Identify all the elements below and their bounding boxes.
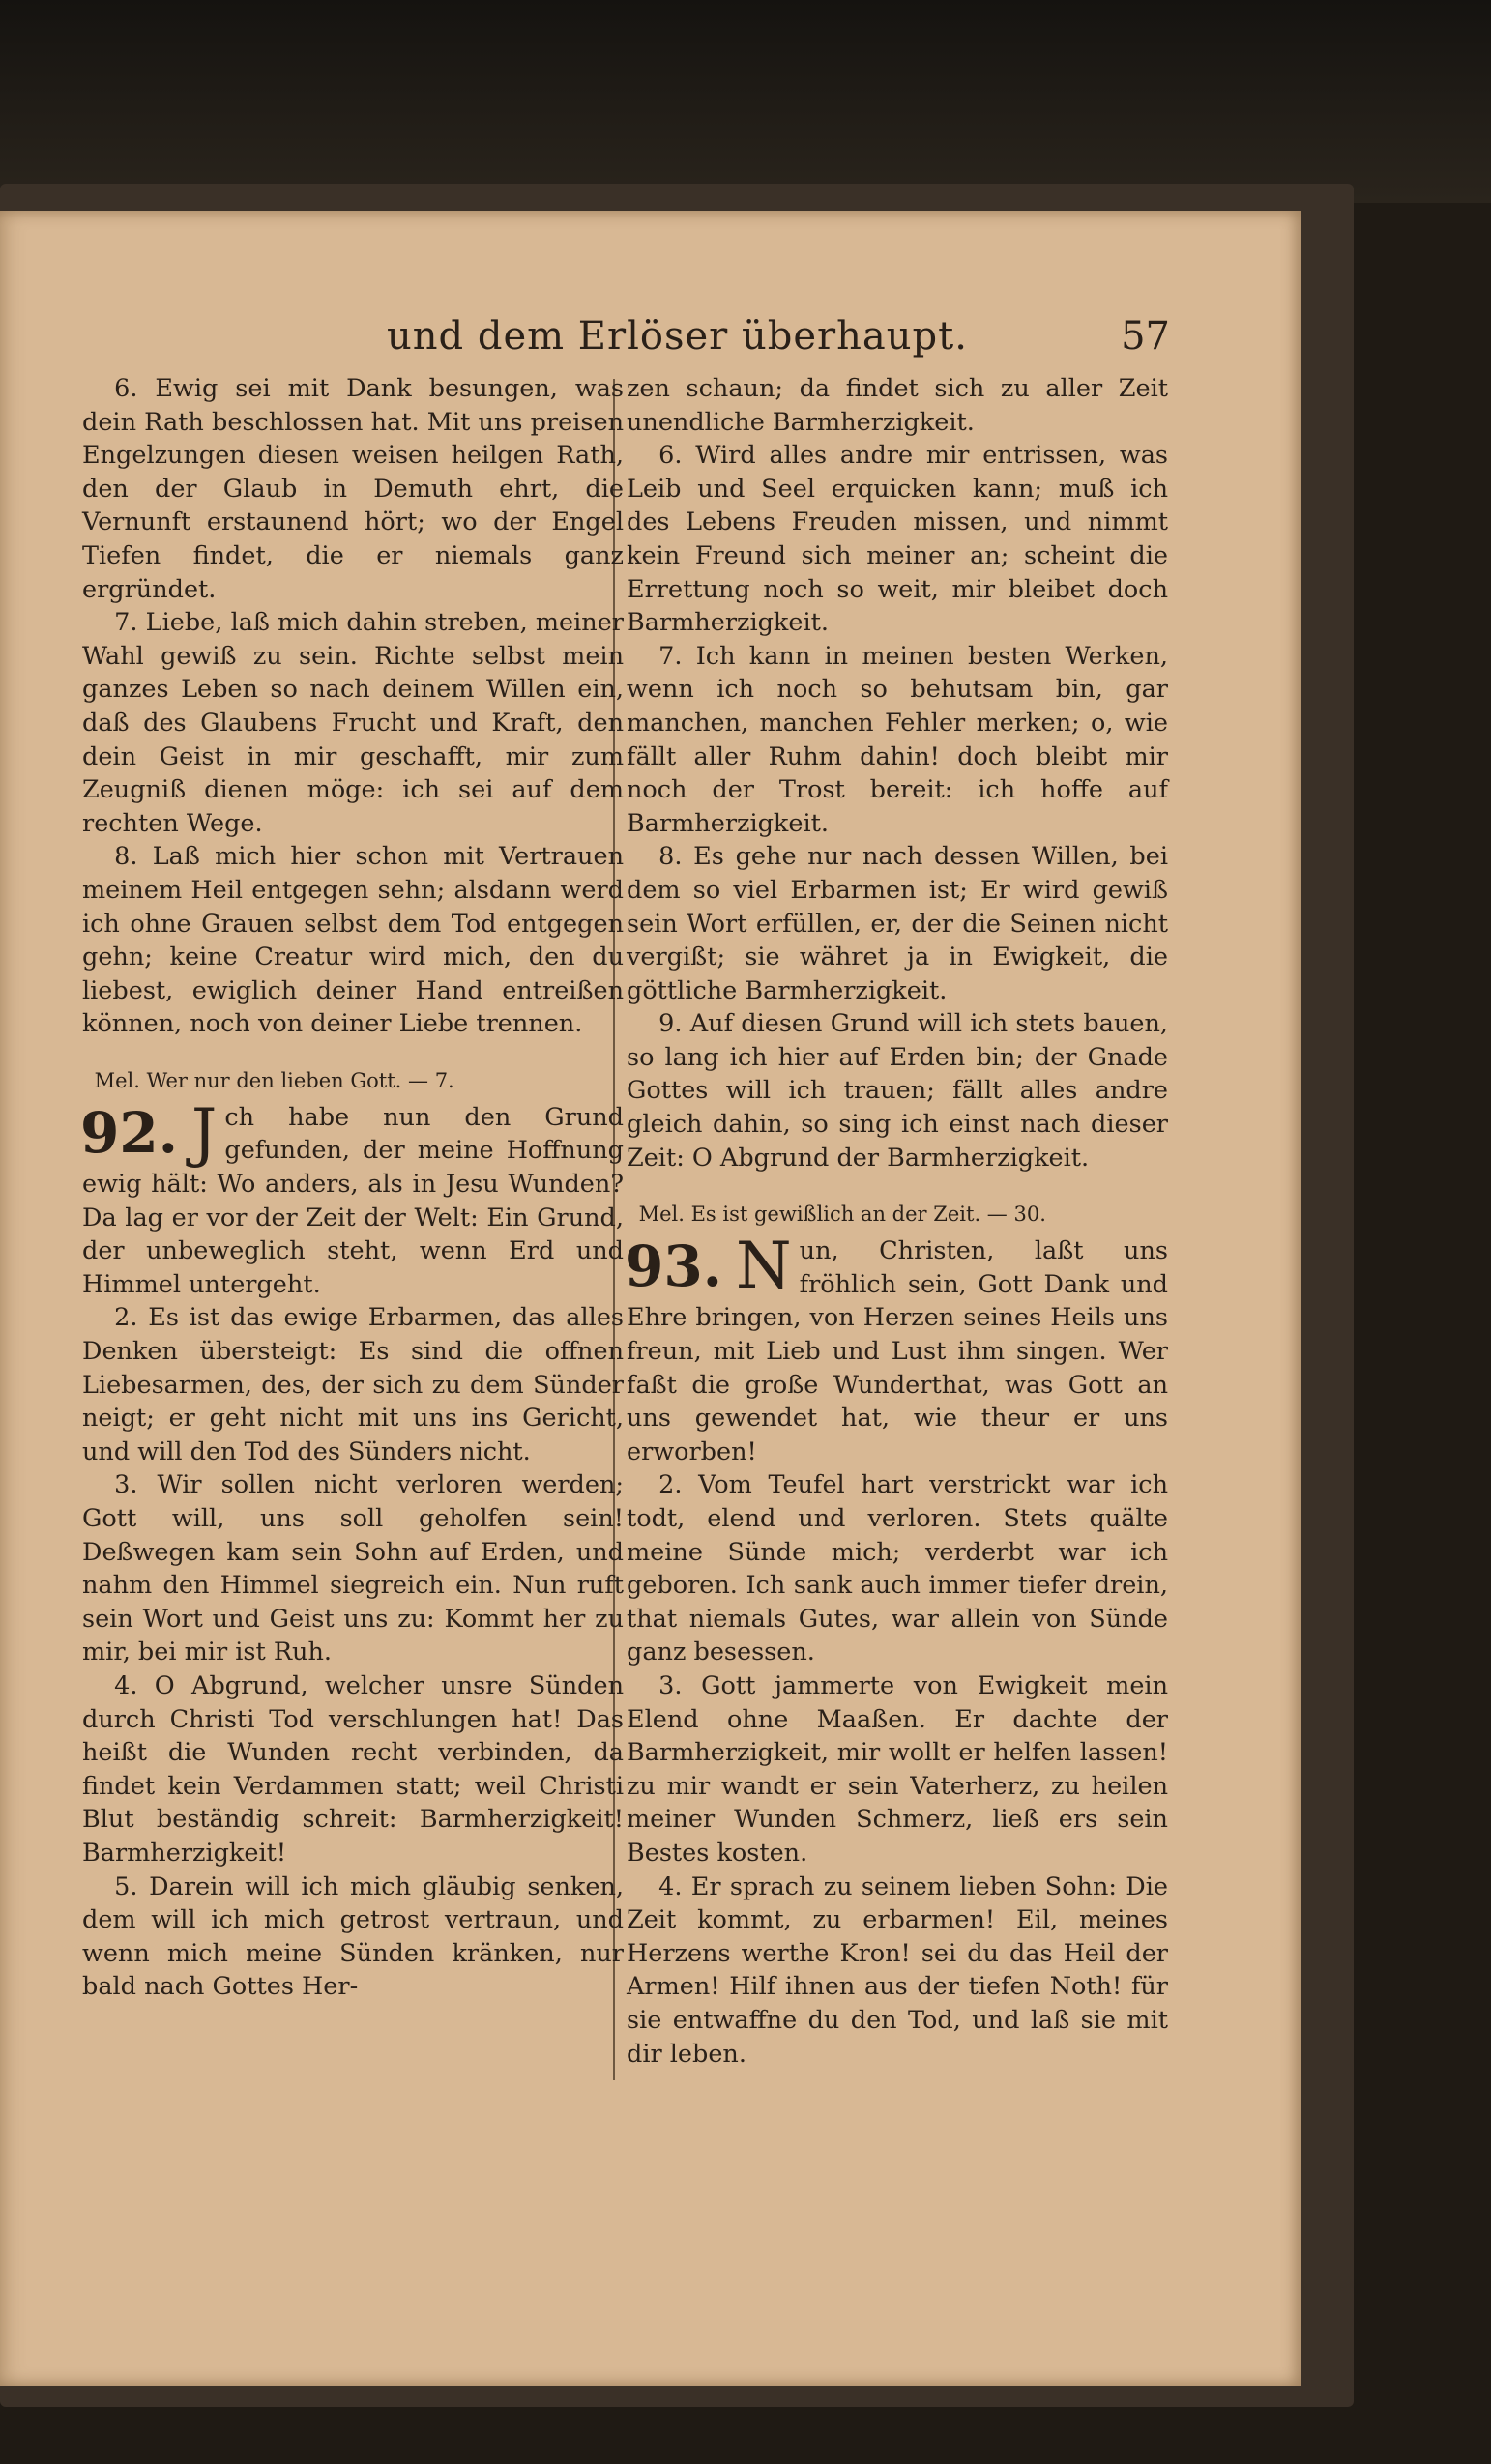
hymn-93-melody: Mel. Es ist gewißlich an der Zeit. — 30. [638, 1203, 1046, 1227]
left-column [82, 372, 624, 2004]
page-number: 57 [1121, 314, 1170, 359]
hymn-92-initial: J [190, 1094, 218, 1170]
hymn-93-verse-4: 4. Er sprach zu seinem lieben Sohn: Die Zeit kommt, zu erbarmen! Eil, meines Herzens werthe Kron! sei du das Heil der Armen! Hilf ihnen aus der tiefen Noth! für sie entwaffne du den Tod, und laß sie mit dir leben. [627, 1871, 1168, 2069]
hymn-92-verse-5-continuation: zen schaun; da findet sich zu aller Zeit unendliche Barmherzigkeit. [627, 374, 1168, 437]
hymn-93-initial: N [735, 1229, 792, 1304]
hymn-92-verse-3: 3. Wir sollen nicht verloren werden; Gott will, uns soll geholfen sein! Deßwegen kam sein Sohn auf Erden, und nahm den Himmel siegreich ein. Nun ruft sein Wort und Geist uns zu: Kommt her zu mir, bei mir ist Ruh. [82, 1470, 624, 1667]
hymn-92-verse-9: 9. Auf diesen Grund will ich stets bauen, so lang ich hier auf Erden bin; der Gnade Gottes will ich trauen; fällt alles andre gleich dahin, so sing ich einst nach dieser Zeit: O Abgrund der Barmherzigkeit. [627, 1009, 1168, 1173]
hymn-92-verse-6: 6. Wird alles andre mir entrissen, was Leib und Seel erquicken kann; muß ich des Lebens Freuden missen, und nimmt kein Freund sich meiner an; scheint die Errettung noch so weit, mir bleibet doch Barmherzigkeit. [627, 441, 1168, 638]
hymn-92-number: 92. [80, 1099, 178, 1166]
hymn-92-verse-8: 8. Es gehe nur nach dessen Willen, bei dem so viel Erbarmen ist; Er wird gewiß sein Wort erfüllen, er, der die Seinen nicht vergißt; sie währet ja in Ewigkeit, die göttliche Barmherzigkeit. [627, 842, 1168, 1005]
hymn-93-verse-1 [625, 1229, 1168, 1468]
hymn-92-verse-5: 5. Darein will ich mich gläubig senken, dem will ich mich getrost vertraun, und wenn mich meine Sünden kränken, nur bald nach Gottes Her- [82, 1871, 624, 2002]
hymn-91-verse-7: 7. Liebe, laß mich dahin streben, meiner Wahl gewiß zu sein. Richte selbst mein ganzes Leben so nach deinem Willen ein, daß des Glaubens Frucht und Kraft, den dein Geist in mir geschafft, mir zum Zeugniß dienen möge: ich sei auf dem rechten Wege. [82, 608, 624, 838]
running-title: und dem Erlöser überhaupt. [387, 314, 968, 359]
hymn-91-verse-8: 8. Laß mich hier schon mit Vertrauen meinem Heil entgegen sehn; alsdann werd ich ohne Grauen selbst dem Tod entgegen gehn; keine Creatur wird mich, den du liebest, ewiglich deiner Hand entreißen können, noch von deiner Liebe trennen. [82, 842, 624, 1039]
hymn-92-melody: Mel. Wer nur den lieben Gott. — 7. [94, 1068, 454, 1092]
hymn-93-verse-3: 3. Gott jammerte von Ewigkeit mein Elend ohne Maaßen. Er dachte der Barmherzigkeit, mir wollt er helfen lassen! zu mir wandt er sein Vaterherz, zu heilen meiner Wunden Schmerz, ließ ers sein Bestes kosten. [627, 1670, 1168, 1868]
hymn-92-verse-4: 4. O Abgrund, welcher unsre Sünden durch Christi Tod verschlungen hat! Das heißt die Wunden recht verbinden, da findet kein Verdammen statt; weil Christi Blut beständig schreit: Barmherzigkeit! Barmherzigkeit! [82, 1670, 624, 1868]
right-column [627, 372, 1168, 2071]
hymn-93-verse-1-text: un, Christen, laßt uns fröhlich sein, Gott Dank und Ehre bringen, von Herzen seines Heils uns freun, mit Lieb und Lust ihm singen. Wer faßt die große Wunderthat, was Gott an uns gewendet hat, wie theur er uns erworben! [627, 1236, 1168, 1466]
hymn-92-verse-7: 7. Ich kann in meinen besten Werken, wenn ich noch so behutsam bin, gar manchen, manchen Fehler merken; o, wie fällt aller Ruhm dahin! doch bleibt mir noch der Trost bereit: ich hoffe auf Barmherzigkeit. [627, 641, 1168, 838]
hymn-92-verse-2: 2. Es ist das ewige Erbarmen, das alles Denken übersteigt: Es sind die offnen Liebesarmen, des, der sich zu dem Sünder neigt; er geht nicht mit uns ins Gericht, und will den Tod des Sünders nicht. [82, 1303, 624, 1466]
hymn-92-verse-1-text: ch habe nun den Grund gefunden, der meine Hoffnung ewig hält: Wo anders, als in Jesu Wunden? Da lag er vor der Zeit der Welt: Ein Grund, der unbeweglich steht, wenn Erd und Himmel untergeht. [82, 1102, 624, 1299]
hymn-92-verse-1 [80, 1094, 624, 1302]
hymn-91-verse-6: 6. Ewig sei mit Dank besungen, was dein Rath beschlossen hat. Mit uns preisen Engelzungen diesen weisen heilgen Rath, den der Glaub in Demuth ehrt, die Vernunft erstaunend hört; wo der Engel Tiefen findet, die er niemals ganz ergründet. [82, 374, 624, 604]
hymn-93-number: 93. [625, 1233, 722, 1300]
background-top [0, 0, 1491, 203]
hymn-93-verse-2: 2. Vom Teufel hart verstrickt war ich todt, elend und verloren. Stets quälte meine Sünde mich; verderbt war ich geboren. Ich sank auch immer tiefer drein, that niemals Gutes, war allein von Sünde ganz besessen. [627, 1470, 1168, 1667]
